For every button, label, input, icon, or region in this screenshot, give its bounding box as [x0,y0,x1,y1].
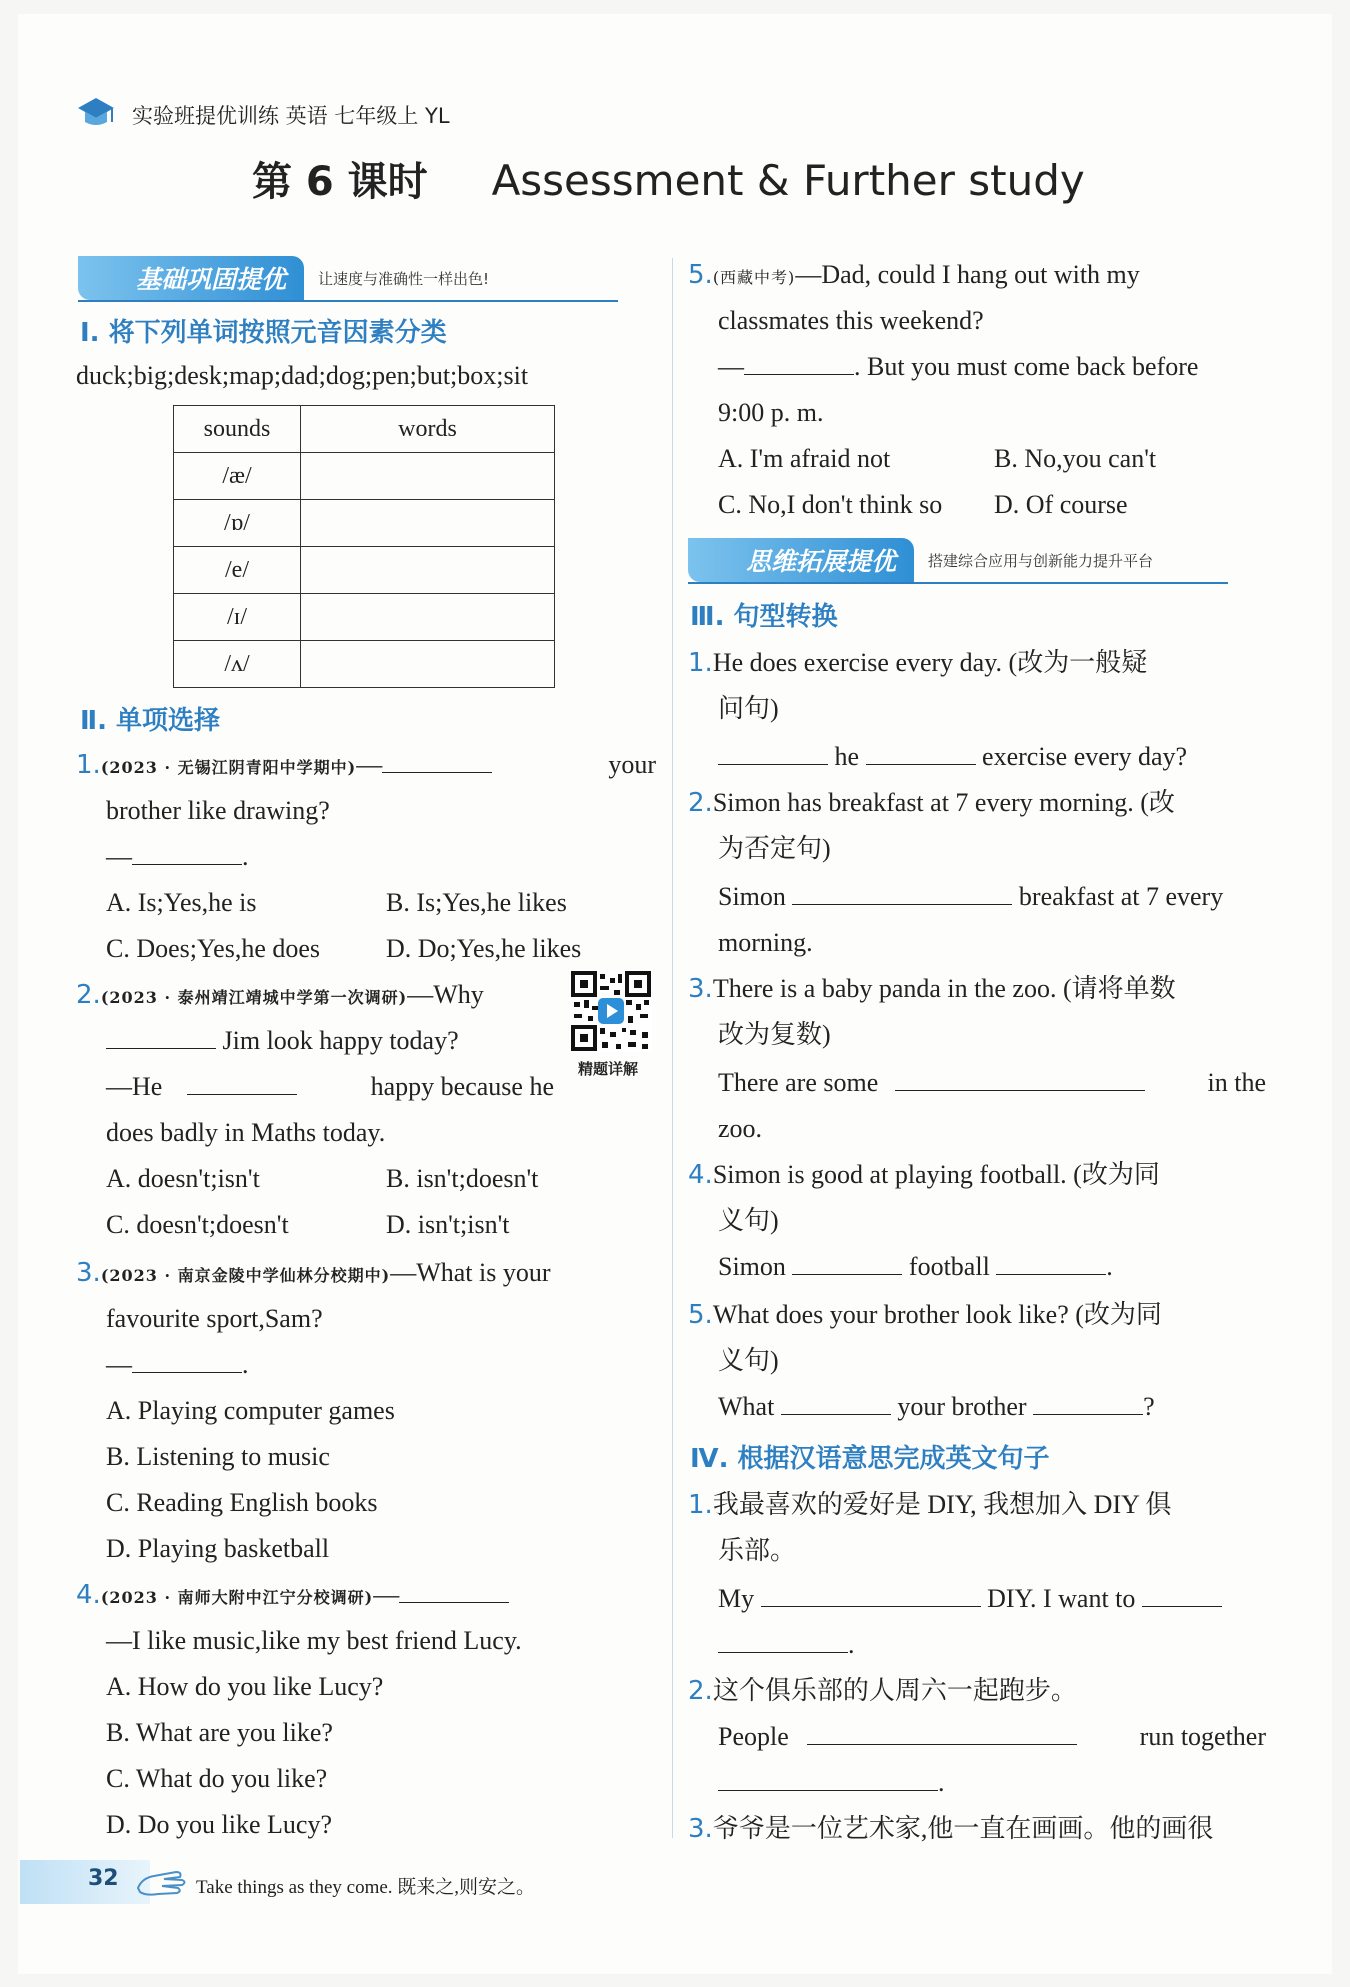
series-title: 实验班提优训练 英语 七年级上 YL [132,104,450,128]
q5-option-d[interactable]: D. Of course [994,490,1128,519]
words-answer-cell[interactable] [301,500,555,547]
p4-item-1-line2: 乐部。 [718,1536,797,1565]
q1-option-d[interactable]: D. Do;Yes,he likes [386,934,582,963]
q1-dash: — [356,750,383,779]
p4-item-2-answer [718,1714,1266,1760]
p3-item-5-text: What does your brother look like? (改为同 [712,1300,1162,1329]
banner-extend-title: 思维拓展提优 [688,538,914,582]
p3-item-4-line1 [688,1152,1160,1198]
q3-source: (2023 · 南京金陵中学仙林分校期中) [100,1266,391,1285]
sounds-table-header [174,406,555,453]
q4-blank[interactable] [399,1572,509,1603]
p3-item-1-answer [718,734,1187,780]
p3-item-3-there: There are some [718,1068,879,1097]
p3-item-1-number: 1. [688,648,713,678]
q1-stem [76,742,656,791]
answer-blank[interactable] [866,734,976,765]
sound-cell: /ʌ/ [174,641,301,688]
p3-item-1-he: he [834,742,860,771]
answer-blank[interactable] [718,734,828,765]
q1-answer-line [106,834,249,880]
q3-answer-blank[interactable] [132,1342,242,1373]
p3-item-5-number: 5. [688,1300,713,1330]
p3-item-3-number: 3. [688,974,713,1004]
p4-item-2-run: run together [1139,1722,1266,1751]
answer-blank[interactable] [792,1244,902,1275]
p3-item-3-line2: 改为复数) [718,1020,831,1049]
p3-item-5-line1 [688,1292,1162,1338]
q3-option-d[interactable]: D. Playing basketball [106,1534,330,1563]
q5-dash: — [718,352,744,381]
q5-blank[interactable] [744,344,854,375]
q2-option-a[interactable]: A. doesn't;isn't [106,1164,260,1193]
q2-blank-2[interactable] [187,1064,297,1095]
p3-item-4-football: football [908,1252,990,1281]
answer-blank[interactable] [781,1384,891,1415]
p3-item-1-line1 [688,640,1147,686]
banner-basic-title: 基础巩固提优 [78,256,304,300]
p4-item-1-my: My [718,1584,755,1613]
p4-item-1-line1 [688,1482,1171,1528]
p3-item-2-simon: Simon [718,882,786,911]
p4-item-1-answer-line2 [718,1622,855,1668]
banner-extend [688,540,1228,580]
p3-item-4-text: Simon is good at playing football. (改为同 [712,1160,1160,1189]
p3-item-3-answer-line2: zoo. [718,1114,763,1143]
answer-blank[interactable] [718,1760,938,1791]
graduation-cap-icon [76,96,116,130]
p3-item-3-in-the: in the [1207,1068,1266,1097]
p3-item-4-dot: . [1106,1252,1113,1281]
qr-label: 精题详解 [578,1060,639,1078]
lesson-title [252,150,1085,207]
q2-stem [76,972,556,1021]
q3-option-b[interactable]: B. Listening to music [106,1442,330,1471]
q3-stem-what: —What is your [390,1258,551,1287]
table-row [174,500,555,547]
q1-option-c[interactable]: C. Does;Yes,he does [106,934,321,963]
q5-option-b[interactable]: B. No,you can't [994,444,1157,473]
answer-blank[interactable] [761,1576,981,1607]
table-head-words: words [301,406,555,453]
p3-item-2-line1 [688,780,1175,826]
answer-blank[interactable] [792,874,1012,905]
answer-blank[interactable] [1033,1384,1143,1415]
banner-basic-subtitle: 让速度与准确性一样出色! [318,269,490,288]
q5-stem-dad: —Dad, could I hang out with my [795,260,1140,289]
p3-item-1-tail: exercise every day? [982,742,1188,771]
q1-blank[interactable] [382,742,492,773]
p4-item-1-answer [718,1576,1222,1622]
p3-item-4-answer [718,1244,1113,1290]
p3-item-3-line1 [688,966,1176,1012]
p3-item-2-tail: breakfast at 7 every [1018,882,1224,911]
p3-item-5-q: ? [1143,1392,1155,1421]
p3-item-3-answer [718,1060,1266,1106]
q2-number: 2. [76,980,101,1010]
q2-stem-jim: Jim look happy today? [222,1026,459,1055]
q3-option-a[interactable]: A. Playing computer games [106,1396,395,1425]
q3-answer-dash: — [106,1350,132,1379]
p3-item-4-number: 4. [688,1160,713,1190]
q4-option-b[interactable]: B. What are you like? [106,1718,333,1747]
q5-stem-line2: classmates this weekend? [718,306,984,335]
q2-option-d[interactable]: D. isn't;isn't [386,1210,510,1239]
part1-heading: Ⅰ. 将下列单词按照元音因素分类 [80,318,447,348]
qr-code-icon[interactable] [570,970,652,1052]
p4-item-1-text: 我最喜欢的爱好是 DIY, 我想加入 DIY 俱 [712,1490,1172,1519]
banner-basic-rule [78,300,618,302]
q1-answer-dot: . [242,842,249,871]
banner-extend-rule [688,582,1228,584]
table-row [174,547,555,594]
table-row [174,594,555,641]
p4-item-2-answer-line2 [718,1760,945,1806]
q1-stem-your: your [608,750,656,779]
q1-option-b[interactable]: B. Is;Yes,he likes [386,888,567,917]
p3-item-5-brother: your brother [897,1392,1027,1421]
p3-item-1-line2: 问句) [718,694,779,723]
q3-option-c[interactable]: C. Reading English books [106,1488,378,1517]
words-answer-cell[interactable] [301,547,555,594]
p3-item-2-answer [718,874,1223,920]
p3-item-1-text: He does exercise every day. (改为一般疑 [712,648,1148,677]
q5-stem [688,252,1268,301]
q2-option-c[interactable]: C. doesn't;doesn't [106,1210,289,1239]
q4-source: (2023 · 南师大附中江宁分校调研) [100,1588,374,1607]
p4-item-1-join: DIY. I want to [987,1584,1136,1613]
q5-option-c[interactable]: C. No,I don't think so [718,490,943,519]
q1-number: 1. [76,750,101,780]
table-row [174,453,555,500]
p4-item-1-number: 1. [688,1490,713,1520]
part1-word-list: duck;big;desk;map;dad;dog;pen;but;box;sit [76,361,529,390]
q4-option-d[interactable]: D. Do you like Lucy? [106,1810,333,1839]
q2-stem-why: —Why [407,980,484,1009]
q4-stem-line2: —I like music,like my best friend Lucy. [106,1626,522,1655]
q3-answer-line [106,1342,249,1388]
q5-stem-line4: 9:00 p. m. [718,398,824,427]
banner-basic [78,258,618,298]
q2-stem-happy: happy because he [370,1072,554,1101]
lesson-number: 第 6 课时 [252,159,428,205]
table-head-sounds: sounds [174,406,301,453]
q5-stem-line3 [718,344,1266,390]
table-row [174,641,555,688]
q2-source: (2023 · 泰州靖江靖城中学第一次调研) [100,988,408,1007]
answer-blank[interactable] [996,1244,1106,1275]
p3-item-4-line2: 义句) [718,1206,779,1235]
lesson-name: Assessment & Further study [491,156,1085,205]
q4-option-c[interactable]: C. What do you like? [106,1764,328,1793]
q3-stem [76,1250,656,1299]
p3-item-5-answer [718,1384,1155,1430]
footer-motto: Take things as they come. 既来之,则安之。 [196,1877,536,1898]
p4-item-1-dot: . [848,1630,855,1659]
q4-dash: — [373,1580,400,1609]
p3-item-2-number: 2. [688,788,713,818]
q2-option-b[interactable]: B. isn't;doesn't [386,1164,539,1193]
p4-item-2-people: People [718,1722,789,1751]
q3-number: 3. [76,1258,101,1288]
part3-heading: Ⅲ. 句型转换 [690,602,838,632]
q4-stem [76,1572,656,1621]
answer-blank[interactable] [1142,1576,1222,1607]
q3-answer-dot: . [242,1350,249,1379]
words-answer-cell[interactable] [301,453,555,500]
q1-answer-dash: — [106,842,132,871]
q2-stem-line2 [106,1018,459,1064]
p3-item-4-simon: Simon [718,1252,786,1281]
p3-item-2-line2: 为否定句) [718,834,831,863]
q4-number: 4. [76,1580,101,1610]
q1-option-a[interactable]: A. Is;Yes,he is [106,888,257,917]
column-divider [672,258,673,1838]
q1-source: (2023 · 无锡江阴青阳中学期中) [100,758,357,777]
q1-answer-blank[interactable] [132,834,242,865]
answer-blank[interactable] [718,1622,848,1653]
hand-pointer-icon [132,1858,192,1902]
part4-heading: Ⅳ. 根据汉语意思完成英文句子 [690,1444,1050,1474]
footer-page-tab [20,1860,150,1904]
words-answer-cell[interactable] [301,641,555,688]
p4-item-2-number: 2. [688,1676,713,1706]
p3-item-3-text: There is a baby panda in the zoo. (请将单数 [712,974,1176,1003]
q2-stem-line4: does badly in Maths today. [106,1118,386,1147]
p4-item-2-dot: . [938,1768,945,1797]
p3-item-5-line2: 义句) [718,1346,779,1375]
q5-number: 5. [688,260,713,290]
p3-item-5-what: What [718,1392,775,1421]
sound-cell: /e/ [174,547,301,594]
p3-item-2-text: Simon has breakfast at 7 every morning. (改 [712,788,1175,817]
part2-heading: Ⅱ. 单项选择 [80,706,221,736]
q3-stem-line2: favourite sport,Sam? [106,1304,323,1333]
sounds-table [173,405,555,688]
q4-option-a[interactable]: A. How do you like Lucy? [106,1672,384,1701]
p3-item-2-answer-line2: morning. [718,928,813,957]
p4-item-3-line1 [688,1806,1213,1852]
words-answer-cell[interactable] [301,594,555,641]
banner-extend-subtitle: 搭建综合应用与创新能力提升平台 [928,551,1154,570]
p4-item-3-number: 3. [688,1814,713,1844]
page-number: 32 [88,1866,119,1891]
answer-blank[interactable] [895,1060,1145,1091]
p4-item-3-text: 爷爷是一位艺术家,他一直在画画。他的画很 [712,1814,1214,1843]
p4-item-2-line1 [688,1668,1077,1714]
sound-cell: /ɒ/ [174,500,301,547]
q5-stem-but: . But you must come back before [854,352,1199,381]
answer-blank[interactable] [807,1714,1077,1745]
q2-stem-line3 [106,1064,554,1110]
q2-blank-1[interactable] [106,1018,216,1049]
q5-source: (西藏中考) [712,268,796,287]
sound-cell: /æ/ [174,453,301,500]
q1-stem-line2: brother like drawing? [106,796,330,825]
p4-item-2-text: 这个俱乐部的人周六一起跑步。 [712,1676,1077,1705]
sound-cell: /ɪ/ [174,594,301,641]
q2-stem-he: —He [106,1072,163,1101]
q5-option-a[interactable]: A. I'm afraid not [718,444,891,473]
